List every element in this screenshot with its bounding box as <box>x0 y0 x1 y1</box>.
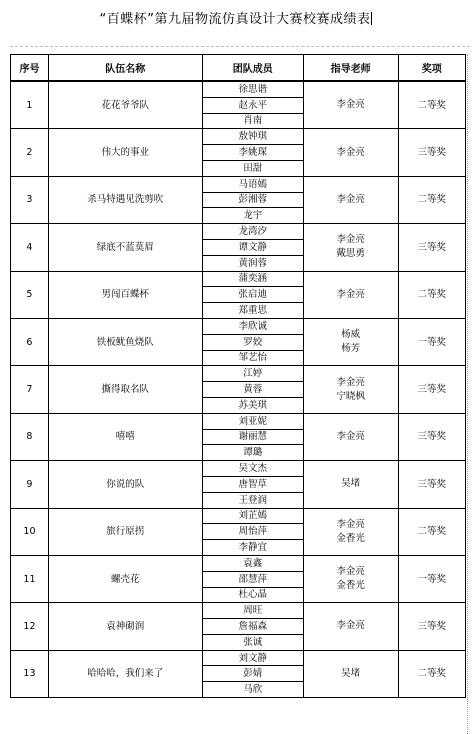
table-row <box>11 176 466 192</box>
advisor-name: 李金亮 <box>336 518 365 530</box>
team-member: 彭湘蓉 <box>202 192 303 208</box>
team-number: 11 <box>11 555 49 602</box>
team-member: 郑重思 <box>202 303 303 319</box>
table-row <box>11 271 466 287</box>
team-member: 敖钟琪 <box>202 129 303 145</box>
advisor-cell <box>303 603 398 650</box>
team-member: 杜心晶 <box>202 587 303 603</box>
text-cursor <box>371 12 372 25</box>
table-row <box>11 508 466 524</box>
table-row <box>11 129 466 145</box>
team-number: 3 <box>11 176 49 223</box>
team-member: 龙湾汐 <box>202 224 303 240</box>
team-member: 刘亚妮 <box>202 413 303 429</box>
team-name: 杀马特遇见洗剪吹 <box>48 176 202 223</box>
team-name: 嘻嘻 <box>48 413 202 460</box>
team-member: 谭璐 <box>202 445 303 461</box>
page-title <box>0 8 472 27</box>
advisor-name: 李金亮 <box>336 193 365 205</box>
team-number: 6 <box>11 318 49 365</box>
award: 二等奖 <box>398 176 465 223</box>
award: 三等奖 <box>398 413 465 460</box>
table-row <box>11 224 466 240</box>
award: 三等奖 <box>398 224 465 271</box>
table-header-row <box>11 55 466 82</box>
team-number: 13 <box>11 650 49 697</box>
team-member: 张诚 <box>202 634 303 650</box>
table-body <box>11 81 466 698</box>
award: 二等奖 <box>398 508 465 555</box>
table-row <box>11 318 466 334</box>
advisor-cell <box>303 81 398 129</box>
team-member: 周旺 <box>202 603 303 619</box>
team-name: 你说的队 <box>48 461 202 508</box>
table-row <box>11 413 466 429</box>
advisor-name: 李金亮 <box>336 620 365 632</box>
advisor-cell <box>303 271 398 318</box>
advisor-name: 吴堵 <box>341 478 361 490</box>
header-members: 团队成员 <box>202 55 303 82</box>
team-member: 谢丽慧 <box>202 429 303 445</box>
team-member: 吴文杰 <box>202 461 303 477</box>
advisor-name: 李金亮 <box>336 146 365 158</box>
award: 三等奖 <box>398 129 465 176</box>
team-member: 苏美琪 <box>202 397 303 413</box>
team-name: 撕得取名队 <box>48 366 202 413</box>
team-member: 李姚琛 <box>202 145 303 161</box>
award: 二等奖 <box>398 81 465 129</box>
team-name: 铁板鱿鱼烧队 <box>48 318 202 365</box>
advisor-cell <box>303 318 398 365</box>
team-name: 旅行原拐 <box>48 508 202 555</box>
table-row <box>11 461 466 477</box>
team-number: 2 <box>11 129 49 176</box>
team-member: 田甜 <box>202 160 303 176</box>
advisor-cell <box>303 176 398 223</box>
award: 三等奖 <box>398 461 465 508</box>
team-name: 花花爷爷队 <box>48 81 202 129</box>
team-number: 10 <box>11 508 49 555</box>
table-row <box>11 603 466 619</box>
team-member: 刘文静 <box>202 650 303 666</box>
team-name: 袁神砌润 <box>48 603 202 650</box>
page-margin-marker <box>467 54 472 734</box>
team-member: 黄蓉 <box>202 382 303 398</box>
team-member: 邵慧萍 <box>202 571 303 587</box>
header-no: 序号 <box>11 55 49 82</box>
team-member: 邹艺怡 <box>202 350 303 366</box>
award: 一等奖 <box>398 555 465 602</box>
team-member: 罗姣 <box>202 334 303 350</box>
team-number: 1 <box>11 81 49 129</box>
team-name: 螺壳花 <box>48 555 202 602</box>
team-member: 江婷 <box>202 366 303 382</box>
team-member: 徐思谐 <box>202 81 303 97</box>
team-number: 4 <box>11 224 49 271</box>
advisor-cell <box>303 224 398 271</box>
header-advisor: 指导老师 <box>303 55 398 82</box>
ruler-guide <box>10 46 470 47</box>
advisor-cell <box>303 508 398 555</box>
table-row <box>11 650 466 666</box>
team-member: 张启迪 <box>202 287 303 303</box>
team-member: 周怡萍 <box>202 524 303 540</box>
team-member: 詹福森 <box>202 619 303 635</box>
team-name: 伟大的事业 <box>48 129 202 176</box>
advisor-name: 李金亮 <box>336 288 365 300</box>
team-number: 7 <box>11 366 49 413</box>
team-member: 蒲奕涵 <box>202 271 303 287</box>
table-row <box>11 366 466 382</box>
award: 一等奖 <box>398 318 465 365</box>
advisor-name: 李金亮 <box>336 99 365 111</box>
award: 三等奖 <box>398 603 465 650</box>
team-member: 谭文静 <box>202 239 303 255</box>
advisor-cell <box>303 555 398 602</box>
advisor-cell <box>303 413 398 460</box>
award: 二等奖 <box>398 650 465 697</box>
team-member: 赵永平 <box>202 97 303 113</box>
advisor-name: 李金亮 <box>336 566 365 578</box>
advisor-name: 李金亮 <box>336 376 365 388</box>
team-name: 绿底不蓝莫眉 <box>48 224 202 271</box>
advisor-cell <box>303 650 398 697</box>
advisor-name: 宁晓枫 <box>336 390 365 402</box>
team-member: 龙宇 <box>202 208 303 224</box>
team-number: 12 <box>11 603 49 650</box>
header-team-name: 队伍名称 <box>48 55 202 82</box>
title-text: “百蝶杯”第九届物流仿真设计大赛校赛成绩表 <box>99 12 371 27</box>
advisor-name: 李金亮 <box>336 430 365 442</box>
advisor-name: 金香光 <box>336 580 365 592</box>
team-member: 袁鑫 <box>202 555 303 571</box>
team-member: 马欣 <box>202 682 303 698</box>
advisor-cell <box>303 461 398 508</box>
advisor-name: 李金亮 <box>336 234 365 246</box>
team-number: 8 <box>11 413 49 460</box>
team-member: 刘芷嫣 <box>202 508 303 524</box>
team-name: 哈哈哈，我们来了 <box>48 650 202 697</box>
team-member: 王登润 <box>202 492 303 508</box>
team-member: 肖南 <box>202 113 303 129</box>
team-member: 黄润蓉 <box>202 255 303 271</box>
header-award: 奖项 <box>398 55 465 82</box>
advisor-cell <box>303 366 398 413</box>
team-name: 男闯百蝶杯 <box>48 271 202 318</box>
table-row <box>11 81 466 97</box>
team-member: 李欣诚 <box>202 318 303 334</box>
team-member: 唐智草 <box>202 476 303 492</box>
results-table <box>10 54 466 698</box>
advisor-name: 金香光 <box>336 532 365 544</box>
team-member: 彭婧 <box>202 666 303 682</box>
team-member: 马语嫣 <box>202 176 303 192</box>
award: 二等奖 <box>398 271 465 318</box>
advisor-name: 吴堵 <box>341 667 361 679</box>
advisor-name: 杨威 <box>341 329 361 341</box>
advisor-name: 杨芳 <box>341 343 361 355</box>
advisor-name: 戴思勇 <box>336 248 365 260</box>
award: 三等奖 <box>398 366 465 413</box>
team-number: 5 <box>11 271 49 318</box>
table-row <box>11 555 466 571</box>
advisor-cell <box>303 129 398 176</box>
team-number: 9 <box>11 461 49 508</box>
team-member: 李静宜 <box>202 540 303 556</box>
